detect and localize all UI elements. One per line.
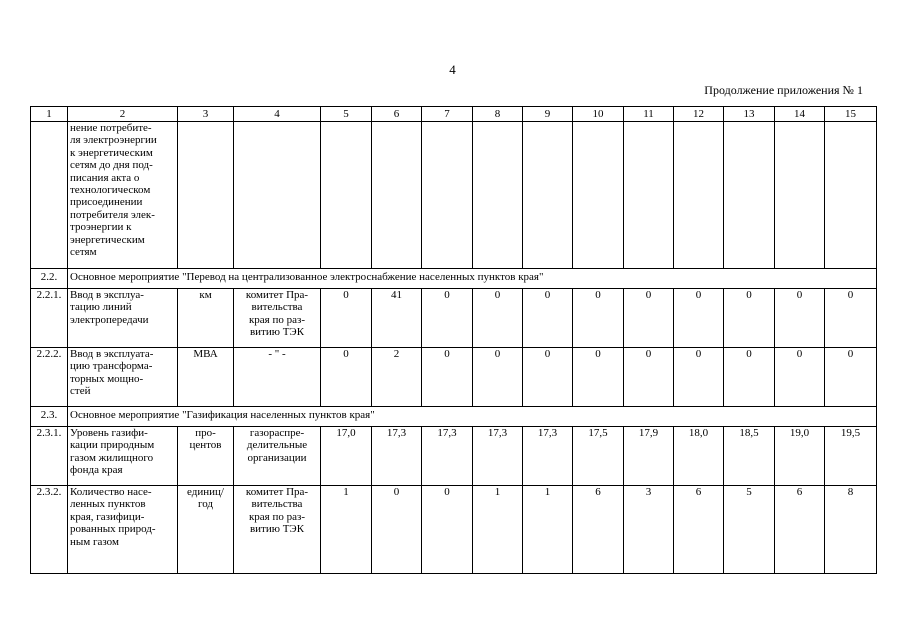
responsible: газораспре- делительные организации <box>234 427 321 486</box>
value-cell: 18,5 <box>724 427 775 486</box>
value-cell: 0 <box>624 348 674 407</box>
indicators-table <box>30 106 877 574</box>
col-header: 12 <box>674 107 724 122</box>
value-cell: 6 <box>674 486 724 574</box>
row-number: 2.2.2. <box>31 348 68 407</box>
value-cell: 17,3 <box>372 427 422 486</box>
value-cell: 0 <box>674 289 724 348</box>
value-cell: 0 <box>422 289 473 348</box>
value-cell: 18,0 <box>674 427 724 486</box>
col-header: 3 <box>178 107 234 122</box>
value-cell: 0 <box>321 348 372 407</box>
value-cell: 6 <box>775 486 825 574</box>
value-cell: 17,3 <box>422 427 473 486</box>
table-row <box>31 486 877 574</box>
value-cell: 0 <box>422 486 473 574</box>
continuation-label: Продолжение приложения № 1 <box>704 83 863 97</box>
section-number: 2.2. <box>31 269 68 289</box>
value-cell: 1 <box>523 486 573 574</box>
value-cell: 0 <box>523 348 573 407</box>
responsible: - " - <box>234 348 321 407</box>
value-cell: 0 <box>775 289 825 348</box>
section-title: Основное мероприятие "Газификация населенных пунктов края" <box>68 407 877 427</box>
value-cell: 0 <box>573 348 624 407</box>
value-cell: 0 <box>674 348 724 407</box>
value-cell: 0 <box>422 348 473 407</box>
value-cell: 0 <box>775 348 825 407</box>
section-number: 2.3. <box>31 407 68 427</box>
column-number-row <box>31 107 877 122</box>
value-cell: 0 <box>473 348 523 407</box>
responsible: комитет Пра- вительства края по раз- витию ТЭК <box>234 486 321 574</box>
value-cell: 0 <box>724 348 775 407</box>
table-row <box>31 348 877 407</box>
unit: единиц/ год <box>178 486 234 574</box>
row-number: 2.2.1. <box>31 289 68 348</box>
page-number: 4 <box>449 62 456 77</box>
value-cell: 1 <box>321 486 372 574</box>
value-cell: 19,5 <box>825 427 877 486</box>
value-cell: 17,9 <box>624 427 674 486</box>
indicator-name: Количество насе- ленных пунктов края, газифици- рованных природ- ным газом <box>68 486 178 574</box>
value-cell: 6 <box>573 486 624 574</box>
value-cell: 0 <box>372 486 422 574</box>
value-cell: 0 <box>321 289 372 348</box>
col-header: 2 <box>68 107 178 122</box>
col-header: 15 <box>825 107 877 122</box>
value-cell: 17,0 <box>321 427 372 486</box>
value-cell: 0 <box>473 289 523 348</box>
unit: МВА <box>178 348 234 407</box>
section-row <box>31 407 877 427</box>
col-header: 10 <box>573 107 624 122</box>
col-header: 8 <box>473 107 523 122</box>
value-cell: 0 <box>523 289 573 348</box>
value-cell: 8 <box>825 486 877 574</box>
value-cell: 2 <box>372 348 422 407</box>
col-header: 11 <box>624 107 674 122</box>
indicator-name: Ввод в эксплуата- цию трансформа- торных мощно- стей <box>68 348 178 407</box>
section-title: Основное мероприятие "Перевод на централизованное электроснабжение населенных пунктов края" <box>68 269 877 289</box>
table-row <box>31 427 877 486</box>
indicator-name: нение потребите- ля электроэнергии к энергетическим сетям до дня под- писания акта о технологическом присоединении потребителя элек- троэнергии к энергетическим сетям <box>68 122 178 269</box>
value-cell: 3 <box>624 486 674 574</box>
value-cell: 0 <box>825 289 877 348</box>
indicator-name: Ввод в эксплуа- тацию линий электропередачи <box>68 289 178 348</box>
col-header: 9 <box>523 107 573 122</box>
row-number: 2.3.1. <box>31 427 68 486</box>
value-cell: 41 <box>372 289 422 348</box>
section-row <box>31 269 877 289</box>
value-cell: 17,5 <box>573 427 624 486</box>
col-header: 4 <box>234 107 321 122</box>
col-header: 5 <box>321 107 372 122</box>
row-number: 2.3.2. <box>31 486 68 574</box>
value-cell: 19,0 <box>775 427 825 486</box>
col-header: 14 <box>775 107 825 122</box>
col-header: 6 <box>372 107 422 122</box>
col-header: 13 <box>724 107 775 122</box>
value-cell: 0 <box>724 289 775 348</box>
unit: км <box>178 289 234 348</box>
value-cell: 17,3 <box>523 427 573 486</box>
unit: про- центов <box>178 427 234 486</box>
value-cell: 0 <box>624 289 674 348</box>
value-cell: 1 <box>473 486 523 574</box>
indicator-name: Уровень газифи- кации природным газом жилищного фонда края <box>68 427 178 486</box>
value-cell: 0 <box>573 289 624 348</box>
table-row <box>31 289 877 348</box>
table-row-continued <box>31 122 877 269</box>
responsible: комитет Пра- вительства края по раз- витию ТЭК <box>234 289 321 348</box>
col-header: 7 <box>422 107 473 122</box>
value-cell: 0 <box>825 348 877 407</box>
value-cell: 5 <box>724 486 775 574</box>
value-cell: 17,3 <box>473 427 523 486</box>
col-header: 1 <box>31 107 68 122</box>
